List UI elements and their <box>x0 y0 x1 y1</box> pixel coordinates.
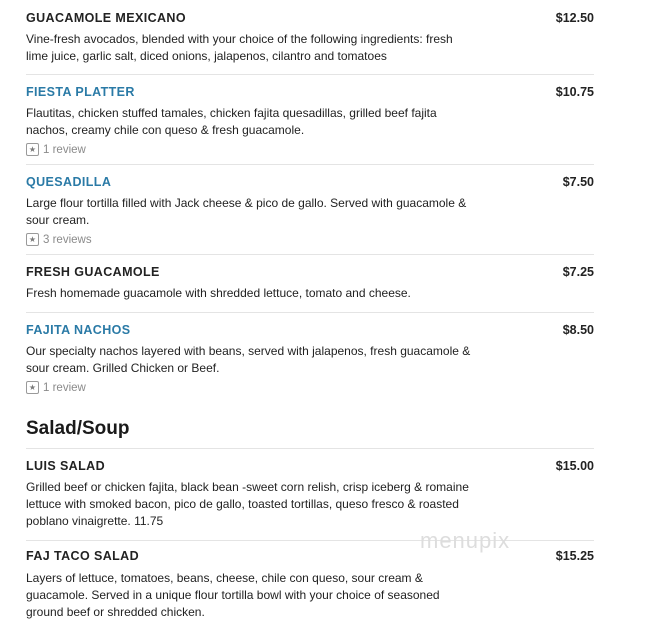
review-link[interactable] <box>26 143 86 156</box>
review-count: 3 reviews <box>43 233 92 246</box>
review-link[interactable] <box>26 381 86 394</box>
review-count: 1 review <box>43 143 86 156</box>
menu-item <box>26 0 594 75</box>
menu-item <box>26 312 594 402</box>
menu-item-description: Grilled beef or chicken fajita, black bean -sweet corn relish, crisp iceberg & romaine lettuce with smoked bacon, pico de gallo, toasted tortillas, queso fresco & roasted poblano vinaigrette. 11.75 <box>26 480 469 528</box>
menu-item-name-link[interactable]: FIESTA PLATTER <box>26 85 135 99</box>
menu-item-description: Flautitas, chicken stuffed tamales, chicken fajita quesadillas, grilled beef fajita nachos, creamy chile con queso & fresh guacamole. <box>26 106 437 137</box>
menu-item-price: $12.50 <box>555 11 594 25</box>
menu-item-name: FRESH GUACAMOLE <box>26 265 160 279</box>
menu-item-description: Our specialty nachos layered with beans, served with jalapenos, fresh guacamole & sour cream. Grilled Chicken or Beef. <box>26 344 471 375</box>
menu-item-name: LUIS SALAD <box>26 459 105 473</box>
menu-item-description: Fresh homemade guacamole with shredded lettuce, tomato and cheese. <box>26 286 411 300</box>
menu-item-description: Large flour tortilla filled with Jack cheese & pico de gallo. Served with guacamole & sour cream. <box>26 196 467 227</box>
menu-item-name: GUACAMOLE MEXICANO <box>26 11 186 25</box>
star-icon: ★ <box>26 381 39 394</box>
menu-item-price: $10.75 <box>555 85 594 99</box>
menu-item-name: FAJ TACO SALAD <box>26 549 140 563</box>
menu-item <box>26 74 594 165</box>
menu-item-price: $7.50 <box>562 175 594 189</box>
section-heading: Salad/Soup <box>26 418 130 439</box>
menu-item <box>26 254 594 313</box>
menu-item-description: Layers of lettuce, tomatoes, beans, cheese, chile con queso, sour cream & guacamole. Served in a unique flour tortilla bowl with your choice of seasoned ground beef or shredded chicken. <box>26 571 440 619</box>
menu-item-price: $15.00 <box>555 459 594 473</box>
star-icon: ★ <box>26 233 39 246</box>
menu-item-price: $7.25 <box>562 265 594 279</box>
menu-item-name-link[interactable]: QUESADILLA <box>26 175 112 189</box>
menu-item-name-link[interactable]: FAJITA NACHOS <box>26 323 131 337</box>
review-count: 1 review <box>43 381 86 394</box>
menu-item-price: $8.50 <box>562 323 594 337</box>
menu-item-price: $15.25 <box>555 549 594 563</box>
menu-item <box>26 164 594 255</box>
review-link[interactable] <box>26 233 92 246</box>
menu-item-description: Vine-fresh avocados, blended with your choice of the following ingredients: fresh lime juice, garlic salt, diced onions, jalapenos, cilantro and tomatoes <box>26 32 453 63</box>
watermark-logo: menupix <box>420 528 511 553</box>
star-icon: ★ <box>26 143 39 156</box>
